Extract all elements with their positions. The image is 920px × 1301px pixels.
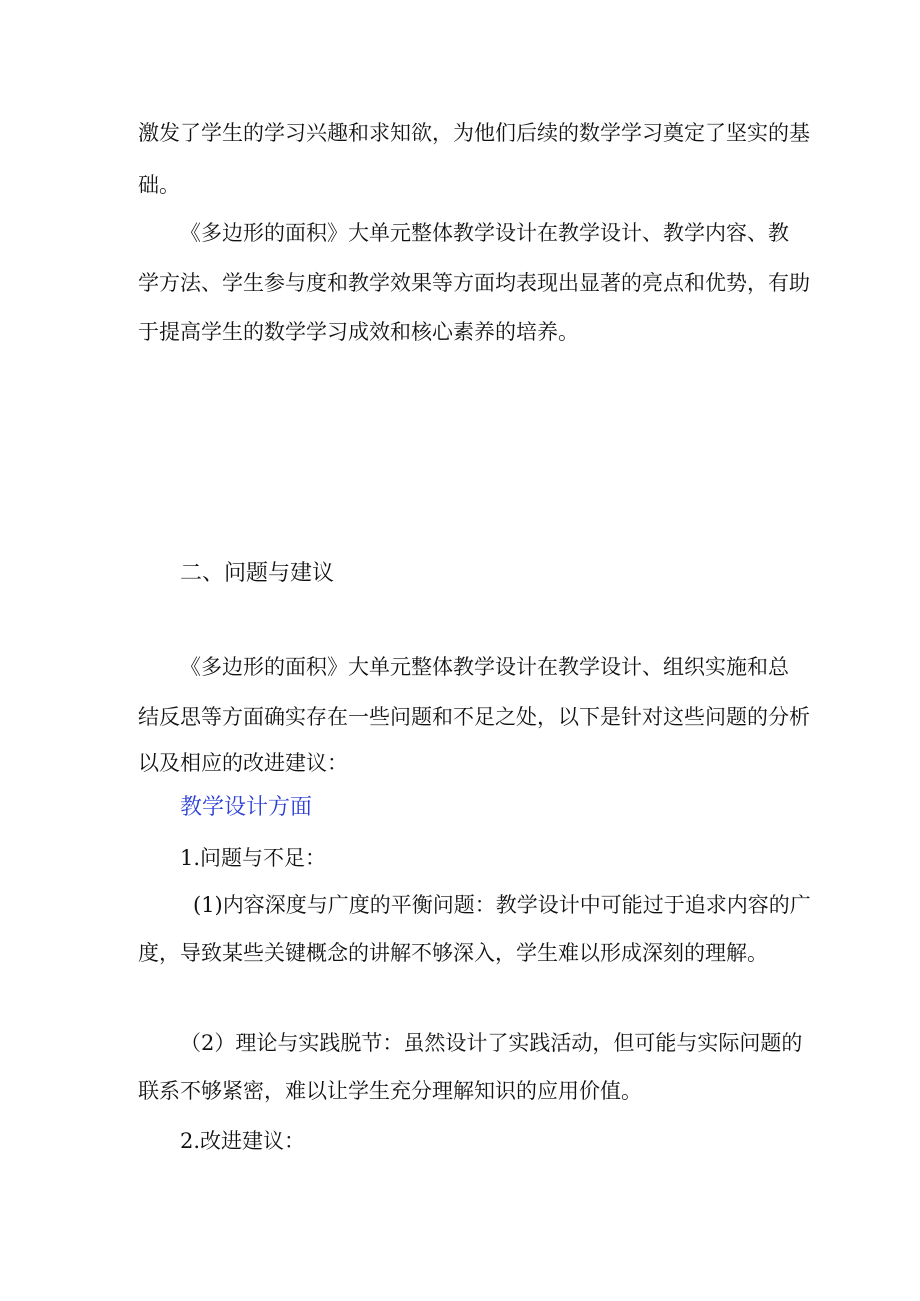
issue2-line2: 联系不够紧密，难以让学生充分理解知识的应用价值。 [138, 1079, 642, 1103]
issue1-line2: 度，导致某些关键概念的讲解不够深入，学生难以形成深刻的理解。 [138, 941, 768, 965]
subheading-teaching-design: 教学设计方面 [180, 795, 313, 820]
item1-label: 1.问题与不足： [180, 846, 327, 870]
item2-label: 2.改进建议： [180, 1129, 306, 1153]
para3-line1: 《多边形的面积》大单元整体教学设计在教学设计、组织实施和总 [180, 655, 789, 679]
para3-line2: 结反思等方面确实存在一些问题和不足之处，以下是针对这些问题的分析 [138, 705, 810, 729]
para2-line3: 于提高学生的数学学习成效和核心素养的培养。 [138, 320, 579, 344]
para2-line1: 《多边形的面积》大单元整体教学设计在教学设计、教学内容、教 [180, 221, 789, 245]
issue1-line1: (1)内容深度与广度的平衡问题：教学设计中可能过于追求内容的广 [193, 893, 811, 917]
para3-line3: 以及相应的改进建议： [138, 751, 348, 775]
para1-line1: 激发了学生的学习兴趣和求知欲，为他们后续的数学学习奠定了坚实的基 [138, 121, 810, 145]
issue2-line1: （2）理论与实践脱节：虽然设计了实践活动，但可能与实际问题的 [180, 1031, 803, 1055]
para1-line2: 础。 [138, 173, 180, 197]
para2-line2: 学方法、学生参与度和教学效果等方面均表现出显著的亮点和优势，有助 [138, 271, 810, 295]
section-heading: 二、问题与建议 [180, 561, 335, 586]
